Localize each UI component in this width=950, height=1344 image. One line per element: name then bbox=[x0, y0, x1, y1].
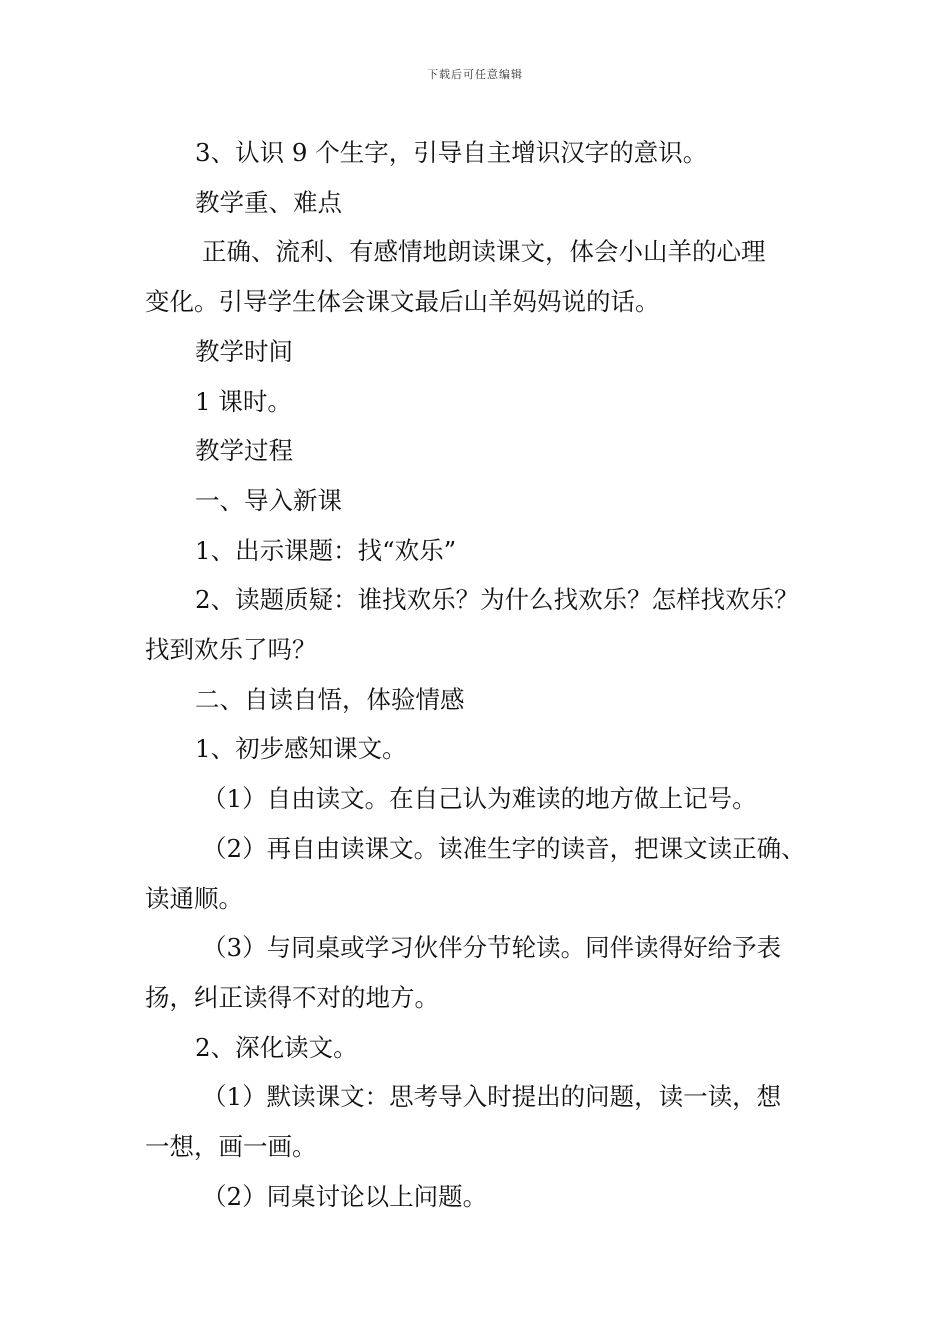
step-2-1-a: （1）自由读文。在自己认为难读的地方做上记号。 bbox=[202, 784, 757, 814]
key-points-line-1: 正确、流利、有感情地朗读课文，体会小山羊的心理 bbox=[202, 237, 766, 267]
heading-teaching-process: 教学过程 bbox=[195, 436, 293, 466]
step-2-1-c-line-2: 扬，纠正读得不对的地方。 bbox=[145, 982, 439, 1012]
step-2-2-a-line-1: （1）默读课文：思考导入时提出的问题，读一读，想 bbox=[202, 1082, 782, 1112]
heading-teaching-time: 教学时间 bbox=[195, 336, 293, 366]
step-2-2: 2、深化读文。 bbox=[195, 1032, 358, 1062]
section-1-title: 一、导入新课 bbox=[195, 485, 342, 515]
page-header: 下载后可任意编辑 bbox=[427, 68, 523, 81]
objective-3: 3、认识 9 个生字，引导自主增识汉字的意识。 bbox=[195, 138, 708, 167]
step-2-1-b-line-1: （2）再自由读课文。读准生字的读音，把课文读正确、 bbox=[202, 833, 806, 863]
step-1-2-line-1: 2、读题质疑：谁找欢乐？为什么找欢乐？怎样找欢乐？ bbox=[195, 585, 799, 615]
teaching-time-value: 1 课时。 bbox=[195, 386, 292, 416]
step-2-2-a-line-2: 一想，画一画。 bbox=[145, 1132, 317, 1162]
step-1-2-line-2: 找到欢乐了吗？ bbox=[145, 635, 317, 665]
step-2-1: 1、初步感知课文。 bbox=[195, 734, 407, 764]
section-2-title: 二、自读自悟，体验情感 bbox=[195, 684, 465, 714]
step-2-1-b-line-2: 读通顺。 bbox=[145, 883, 243, 913]
step-2-1-c-line-1: （3）与同桌或学习伙伴分节轮读。同伴读得好给予表 bbox=[202, 933, 782, 963]
step-2-2-b: （2）同桌讨论以上问题。 bbox=[202, 1181, 488, 1211]
step-1-1: 1、出示课题：找“欢乐” bbox=[195, 535, 457, 565]
document-body bbox=[145, 128, 815, 1221]
heading-key-points: 教学重、难点 bbox=[195, 187, 342, 217]
key-points-line-2: 变化。引导学生体会课文最后山羊妈妈说的话。 bbox=[145, 287, 660, 317]
